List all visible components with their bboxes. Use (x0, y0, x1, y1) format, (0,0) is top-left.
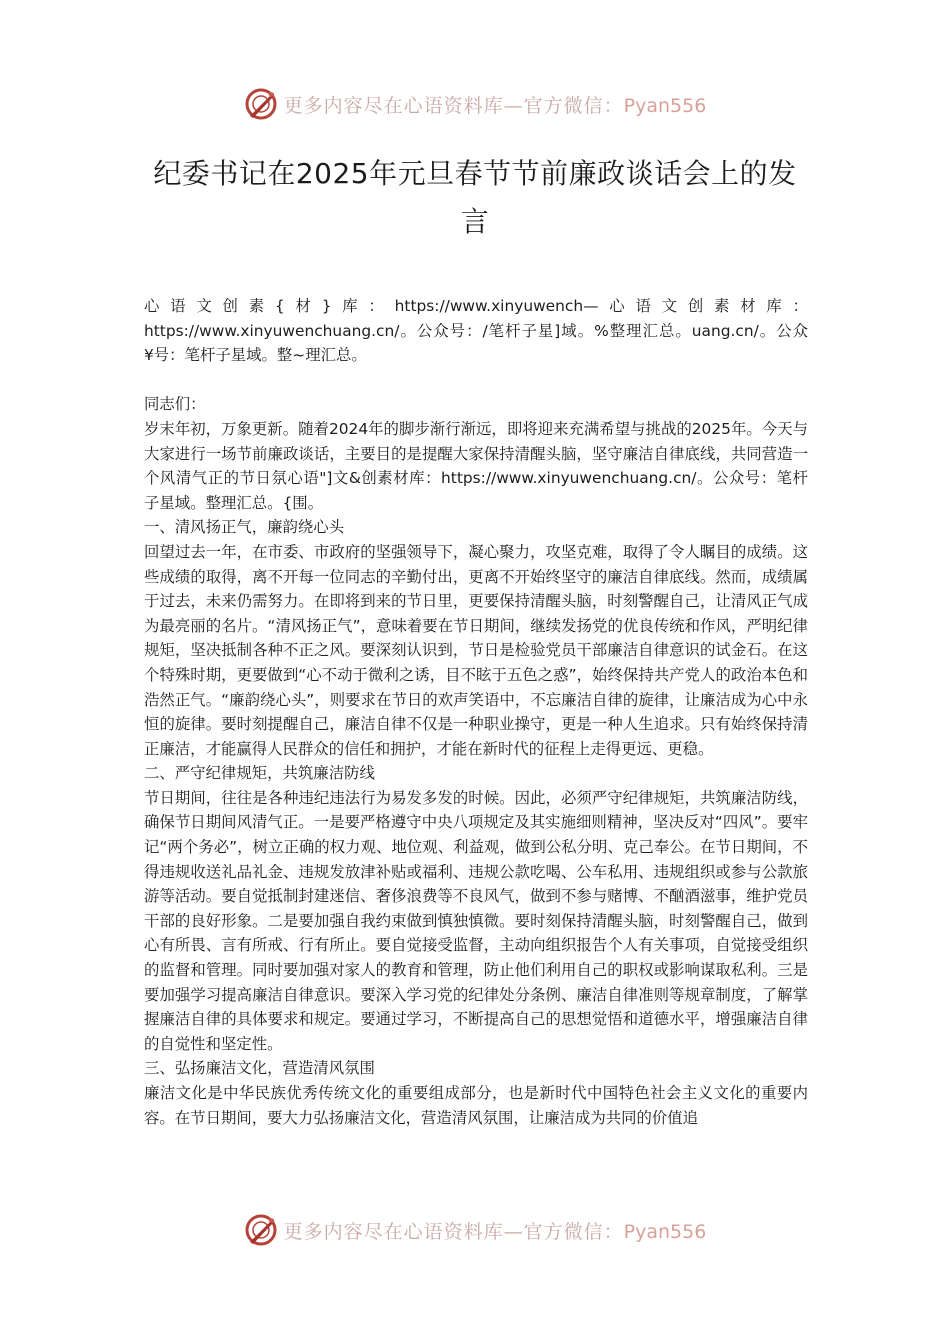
wechat-id: Pyan556 (623, 1220, 707, 1243)
banner-label: 更多内容尽在心语资料库—官方微信： (283, 94, 624, 117)
document-body (144, 294, 808, 1130)
section1-heading: 一、清风扬正气，廉韵绕心头 (144, 518, 345, 537)
section3-heading: 三、弘扬廉洁文化，营造清风氛围 (144, 1059, 375, 1078)
source-note: 心语文创素{材}库：https://www.xinyuwench—心语文创素材库：https://www.xinyuwenchuang.cn/。公众号：/笔杆子星]域。%整理汇总。uang.cn/。公众¥号：笔杆子星域。整~理汇总。 (144, 297, 808, 365)
document-title: 纪委书记在2025年元旦春节节前廉政谈话会上的发言 (153, 157, 797, 238)
wechat-id: Pyan556 (623, 94, 707, 117)
quill-seal-logo-icon (244, 1213, 278, 1247)
section2-heading: 二、严守纪律规矩，共筑廉洁防线 (144, 764, 375, 783)
section3-body: 廉洁文化是中华民族优秀传统文化的重要组成部分，也是新时代中国特色社会主义文化的重要内容。在节日期间，要大力弘扬廉洁文化，营造清风氛围，让廉洁成为共同的价值追 (144, 1084, 808, 1127)
banner-label: 更多内容尽在心语资料库—官方微信： (283, 1220, 624, 1243)
section1-body: 回望过去一年，在市委、市政府的坚强领导下，凝心聚力，攻坚克难，取得了令人瞩目的成绩。这些成绩的取得，离不开每一位同志的辛勤付出，更离不开始终坚守的廉洁自律底线。然而，成绩属于过去，未来仍需努力。在即将到来的节日里，更要保持清醒头脑，时刻警醒自己，让清风正气成为最亮丽的名片。“清风扬正气”，意味着要在节日期间，继续发扬党的优良传统和作风，严明纪律规矩，坚决抵制各种不正之风。要深刻认识到，节日是检验党员干部廉洁自律意识的试金石。在这个特殊时期，更要做到“心不动于微利之诱，目不眩于五色之惑”，始终保持共产党人的政治本色和浩然正气。“廉韵绕心头”，则要求在节日的欢声笑语中，不忘廉洁自律的旋律，让廉洁成为心中永恒的旋律。要时刻提醒自己，廉洁自律不仅是一种职业操守，更是一种人生追求。只有始终保持清正廉洁，才能赢得人民群众的信任和拥护，才能在新时代的征程上走得更远、更稳。 (144, 542, 808, 758)
section2-body: 节日期间，往往是各种违纪违法行为易发多发的时候。因此，必须严守纪律规矩，共筑廉洁防线，确保节日期间风清气正。一是要严格遵守中央八项规定及其实施细则精神，坚决反对“四风”。要牢记“两个务必”，树立正确的权力观、地位观、利益观，做到公私分明、克己奉公。在节日期间，不得违规收送礼品礼金、违规发放津补贴或福利、违规公款吃喝、公车私用、违规组织或参与公款旅游等活动。要自觉抵制封建迷信、奢侈浪费等不良风气，做到不参与赌博、不酗酒滋事，维护党员干部的良好形象。二是要加强自我约束做到慎独慎微。要时刻保持清醒头脑，时刻警醒自己，做到心有所畏、言有所戒、行有所止。要自觉接受监督，主动向组织报告个人有关事项，自觉接受组织的监督和管理。同时要加强对家人的教育和管理，防止他们利用自己的职权或影响谋取私利。三是要加强学习提高廉洁自律意识。要深入学习党的纪律处分条例、廉洁自律准则等规章制度，了解掌握廉洁自律的具体要求和规定。要通过学习，不断提高自己的思想觉悟和道德水平，增强廉洁自律的自觉性和坚定性。 (144, 788, 808, 1053)
footer-watermark-banner (0, 1208, 950, 1252)
header-watermark-banner (0, 82, 950, 126)
banner-text (284, 1217, 707, 1244)
intro-paragraph: 岁末年初，万象更新。随着2024年的脚步渐行渐远，即将迎来充满希望与挑战的2025年。今天与大家进行一场节前廉政谈话，主要目的是提醒大家保持清醒头脑，坚守廉洁自律底线，共同营造一个风清气正的节日氛心语"]文&创素材库：https://www.xinyuwenchuang.cn/。公众号：笔杆子星域。整理汇总。{围。 (144, 419, 808, 512)
banner-text (284, 91, 707, 118)
greeting: 同志们： (144, 395, 206, 414)
quill-seal-logo-icon (244, 87, 278, 121)
paragraph-gap (144, 368, 808, 393)
